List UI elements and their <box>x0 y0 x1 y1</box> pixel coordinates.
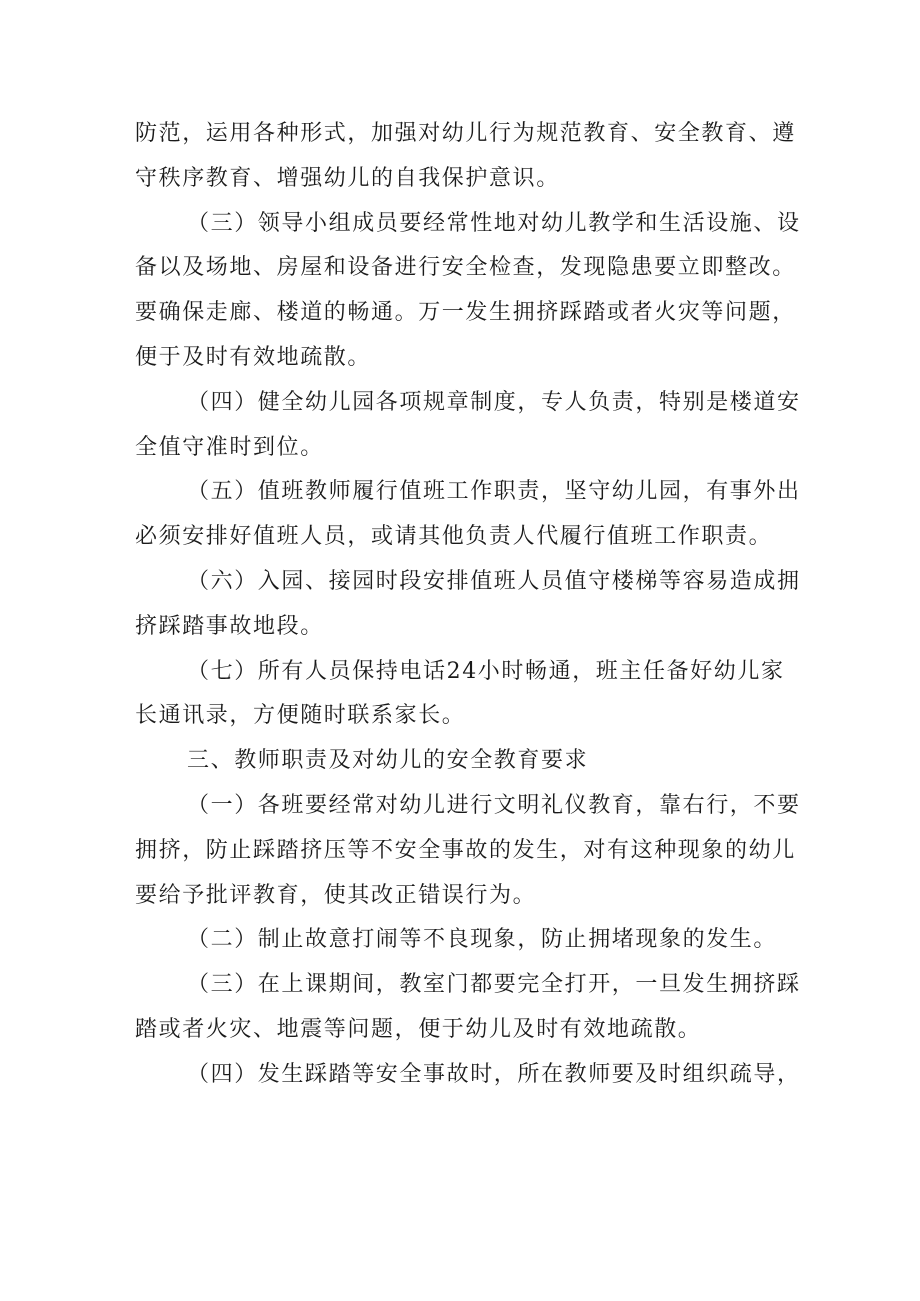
paragraph-1 <box>135 112 796 202</box>
text-line: （三）在上课期间，教室门都要完全打开，一旦发生拥挤踩 <box>187 972 801 998</box>
text-line: （三）领导小组成员要经常性地对幼儿教学和生活设施、设 <box>187 210 801 236</box>
text-line: 便于及时有效地疏散。 <box>135 344 372 370</box>
text-line: 要给予批评教育，使其改正错误行为。 <box>135 882 537 908</box>
text-line: （二）制止故意打闹等不良现象，防止拥堵现象的发生。 <box>187 927 778 953</box>
paragraph-6 <box>135 650 790 740</box>
text-line: （四）发生踩踏等安全事故时，所在教师要及时组织疏导， <box>187 1061 801 1087</box>
text-line: （五）值班教师履行值班工作职责，坚守幼儿园，有事外出 <box>187 479 801 505</box>
text-line: （六）入园、接园时段安排值班人员值守楼梯等容易造成拥 <box>187 568 801 594</box>
paragraph-4 <box>135 470 801 560</box>
text-line: 备以及场地、房屋和设备进行安全检查，发现隐患要立即整改。 <box>135 255 796 281</box>
text-line: 守秩序教育、增强幼儿的自我保护意识。 <box>135 165 560 191</box>
paragraph-11 <box>135 1053 801 1098</box>
text-line: 挤踩踏事故地段。 <box>135 613 324 639</box>
paragraph-5 <box>135 560 801 650</box>
text-line: 长通讯录，方便随时联系家长。 <box>135 703 466 729</box>
text-line: 拥挤，防止踩踏挤压等不安全事故的发生，对有这种现象的幼儿 <box>135 837 796 863</box>
text-line: （七）所有人员保持电话24小时畅通，班主任备好幼儿家 <box>187 658 785 684</box>
text-line: 踏或者火灾、地震等问题，便于幼儿及时有效地疏散。 <box>135 1016 702 1042</box>
text-line: 防范，运用各种形式，加强对幼儿行为规范教育、安全教育、遵 <box>135 121 796 146</box>
paragraph-3 <box>135 381 801 471</box>
body-text <box>135 112 801 1098</box>
text-line: 必须安排好值班人员，或请其他负责人代履行值班工作职责。 <box>135 524 773 550</box>
text-line: 三、教师职责及对幼儿的安全教育要求 <box>187 748 589 774</box>
paragraph-2 <box>135 202 801 381</box>
section-heading <box>135 739 790 784</box>
paragraph-8 <box>135 784 801 918</box>
text-line: 要确保走廊、楼道的畅通。万一发生拥挤踩踏或者火灾等问题， <box>135 300 796 326</box>
paragraph-9 <box>135 918 790 963</box>
text-line: （四）健全幼儿园各项规章制度，专人负责，特别是楼道安 <box>187 389 801 415</box>
text-line: 全值守准时到位。 <box>135 434 324 460</box>
paragraph-10 <box>135 963 801 1053</box>
text-line: （一）各班要经常对幼儿进行文明礼仪教育，靠右行，不要 <box>187 792 801 818</box>
